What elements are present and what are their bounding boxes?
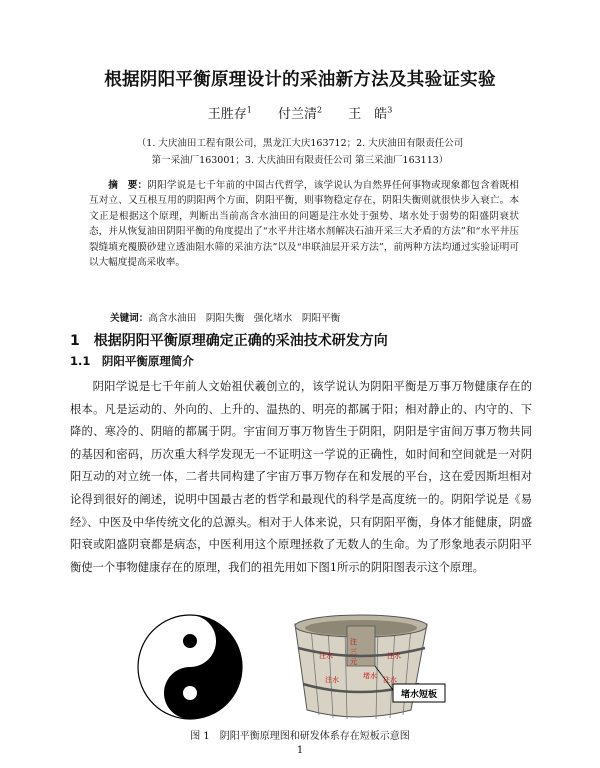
keywords-label: 关键词：: [110, 313, 149, 324]
paper-title: 根据阴阳平衡原理设计的采油新方法及其验证实验: [104, 70, 496, 90]
short-stave-label: 堵水短板: [400, 690, 438, 700]
author-affiliation-mark: 3: [387, 105, 393, 115]
stave-label: 注水: [387, 652, 401, 660]
inner-label: 堵水: [363, 672, 377, 680]
abstract: [89, 178, 519, 270]
affiliation-line-2: 第一采油厂163001；3. 大庆油田有限责任公司 第三采油厂163113）: [151, 155, 449, 166]
body-paragraph: 阴阳学说是七千年前人文始祖伏羲创立的，该学说认为阴阳平衡是万事万物健康存在的根本。凡是运动的、外向的、上升的、温热的、明亮的都属于阳；相对静止的、内守的、下降的、寒冷的、阴暗的都属于阴。宇宙间万事万物皆生于阴阳，阴阳是宇宙间万事万物共同的基因和密码，历次重大科学发现无一不证明这一学说的正确性，如时间和空间就是一对阴阳互动的对立统一体，二者共同构建了宇宙万事万物存在和发展的平台，这在爱因斯坦相对论得到很好的阐述，说明中国最古老的哲学和最现代的科学是高度统一的。阴阳学说是《易经》、中医及中华传统文化的总源头。相对于人体来说，只有阴阳平衡，身体才能健康，阴盛阳衰或阳盛阴衰都是病态，中医利用这个原理拯救了无数人的生命。为了形象地表示阴阳平衡使一个事物健康存在的原理，我们的祖先用如下图1所示的阴阳图表示这个原理。: [70, 380, 532, 574]
author-name: 王 皓: [348, 107, 388, 122]
stave-label: 注水: [319, 652, 333, 660]
center-label: 三: [350, 648, 357, 656]
subsection-heading-1-1: 1.1 阴阳平衡原理简介: [70, 354, 194, 368]
stave-label: 注水: [383, 676, 397, 684]
author-affiliation-mark: 2: [316, 105, 323, 115]
abstract-text: 阴阳学说是七千年前的中国古代哲学，该学说认为自然界任何事物或现象都包含着既相互对立、又互根互用的阴阳两个方面，阴阳平衡，则事物稳定存在，阴阳失衡则就很快步入衰亡。本文正是根据这个原理，判断出当前高含水油田的问题是注水处于强势、堵水处于弱势的阳盛阴衰状态，并从恢复油田阴阳平衡的角度提出了“水平井注堵水剂解决石油开采三大矛盾的方法”和“水平井压裂缝填充覆膜砂建立透油阻水筛的采油方法”以及“串联油层开采方法”，前两种方法均通过实验证明可以大幅度提高采收率。: [89, 180, 520, 269]
author-list: [0, 103, 600, 122]
center-label: 元: [350, 658, 357, 666]
section-heading-1: 1 根据阴阳平衡原理确定正确的采油技术研发方向: [70, 333, 388, 349]
page-number: 1: [296, 745, 304, 756]
author-affiliation-mark: 1: [246, 105, 252, 115]
abstract-label: 摘 要：: [108, 180, 148, 191]
center-label: 注: [350, 638, 357, 646]
affiliation-line-1: （1. 大庆油田工程有限公司，黑龙江大庆163712；2. 大庆油田有限责任公司: [136, 138, 464, 149]
stave-label: 注水: [325, 676, 339, 684]
figure-caption: 图 1 阴阳平衡原理图和研发体系存在短板示意图: [190, 731, 410, 742]
author-name: 付兰清: [277, 107, 317, 122]
figure-1: [135, 612, 480, 727]
keywords-text: 高含水油田 阴阳失衡 强化堵水 阴阳平衡: [148, 313, 341, 324]
yin-yang-icon: [138, 615, 242, 719]
barrel-illustration: [295, 615, 445, 719]
author-name: 王胜存: [207, 107, 247, 122]
keywords: [110, 310, 530, 324]
